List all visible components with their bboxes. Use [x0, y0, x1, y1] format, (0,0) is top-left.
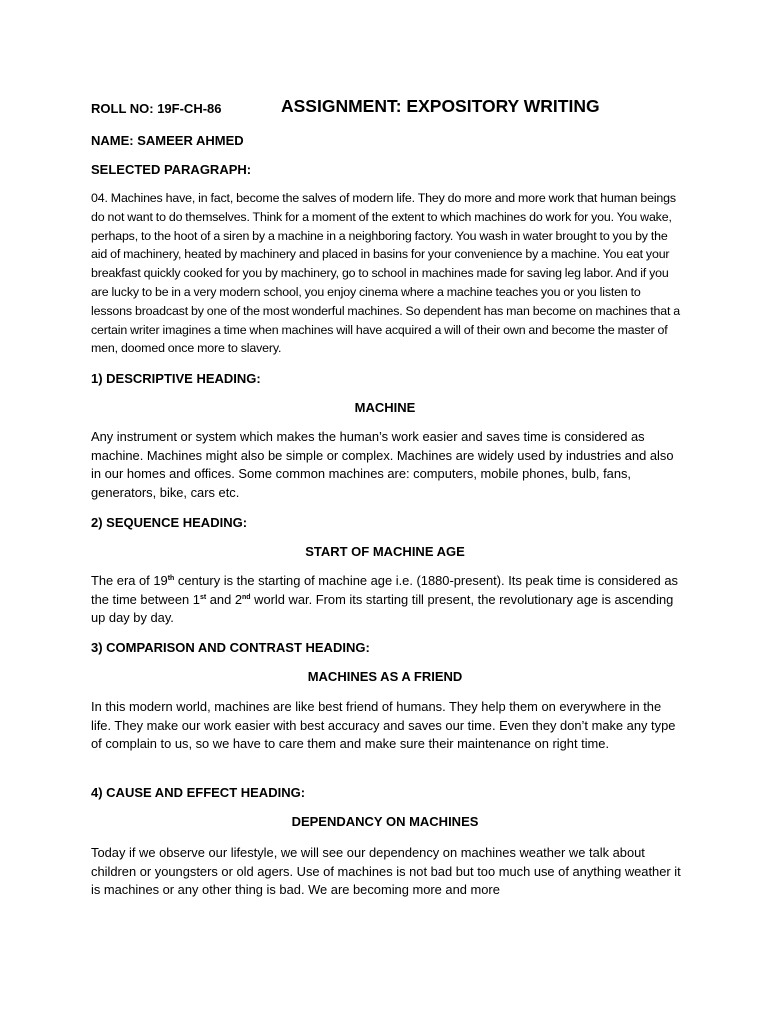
- comparison-body: In this modern world, machines are like best friend of humans. They help them on everywhere in the life. They make our work easier with best accuracy and saves our time. Even they don’t make any type of complain to us, so we have to care them and make sure their maintenance on right time.: [91, 699, 676, 752]
- descriptive-body: Any instrument or system which makes the human’s work easier and saves time is considered as machine. Machines might also be simple or complex. Machines are widely used by industries and also in our homes and offices. Some common machines are: computers, mobile phones, bulb, fans, generators, bike, cars etc.: [91, 429, 674, 500]
- sequence-body: [91, 572, 681, 628]
- assignment-title: ASSIGNMENT: EXPOSITORY WRITING: [281, 96, 600, 116]
- selected-paragraph-label: SELECTED PARAGRAPH:: [91, 162, 252, 177]
- roll-number: ROLL NO: 19F-CH-86: [91, 101, 222, 116]
- comparison-heading-title: MACHINES AS A FRIEND: [307, 669, 463, 684]
- sequence-heading-title: START OF MACHINE AGE: [305, 544, 465, 559]
- selected-paragraph-text: 04. Machines have, in fact, become the salves of modern life. They do more and more work that human beings do not want to do themselves. Think for a moment of the extent to which machines do work for you. You wake, perhaps, to the hoot of a siren by a machine in a neighboring factory. You wash in water brought to you by the aid of machinery, heated by machinery and placed in basins for your convenience by a machine. You eat your breakfast quickly cooked for you by machinery, go to school in machines made for saving leg labor. And if you are lucky to be in a very modern school, you enjoy cinema where a machine teaches you or you listen to lessons broadcast by one of the most wonderful machines. So dependent has man become on machines that a certain writer imagines a time when machines will have acquired a will of their own and become the master of men, doomed once more to slavery.: [91, 191, 681, 356]
- student-name: NAME: SAMEER AHMED: [91, 133, 244, 148]
- sequence-sup-th: th: [167, 575, 175, 582]
- sequence-text-1: The era of 19: [91, 573, 168, 588]
- descriptive-heading-label: 1) DESCRIPTIVE HEADING:: [91, 371, 261, 386]
- sequence-text-3: and 2: [206, 591, 243, 607]
- sequence-text-2: century is the starting of machine age i.e. (1880-present). Its peak time is considered as the time between 1: [91, 573, 679, 607]
- cause-effect-body: Today if we observe our lifestyle, we will see our dependency on machines weather we talk about children or youngsters or old agers. Use of machines is not bad but too much use of anything weather it is machines or any other thing is bad. We are becoming more and more: [91, 845, 681, 898]
- cause-effect-heading-title: DEPENDANCY ON MACHINES: [291, 814, 479, 829]
- comparison-heading-label: 3) COMPARISON AND CONTRAST HEADING:: [91, 640, 370, 655]
- sequence-sup-st: st: [199, 593, 207, 601]
- sequence-heading-label: 2) SEQUENCE HEADING:: [91, 515, 248, 530]
- sequence-sup-nd: nd: [242, 593, 251, 601]
- sequence-text-4: world war. From its starting till present, the revolutionary age is ascending up day by day.: [91, 591, 674, 626]
- cause-effect-heading-label: 4) CAUSE AND EFFECT HEADING:: [91, 785, 306, 800]
- descriptive-heading-title: MACHINE: [354, 400, 416, 415]
